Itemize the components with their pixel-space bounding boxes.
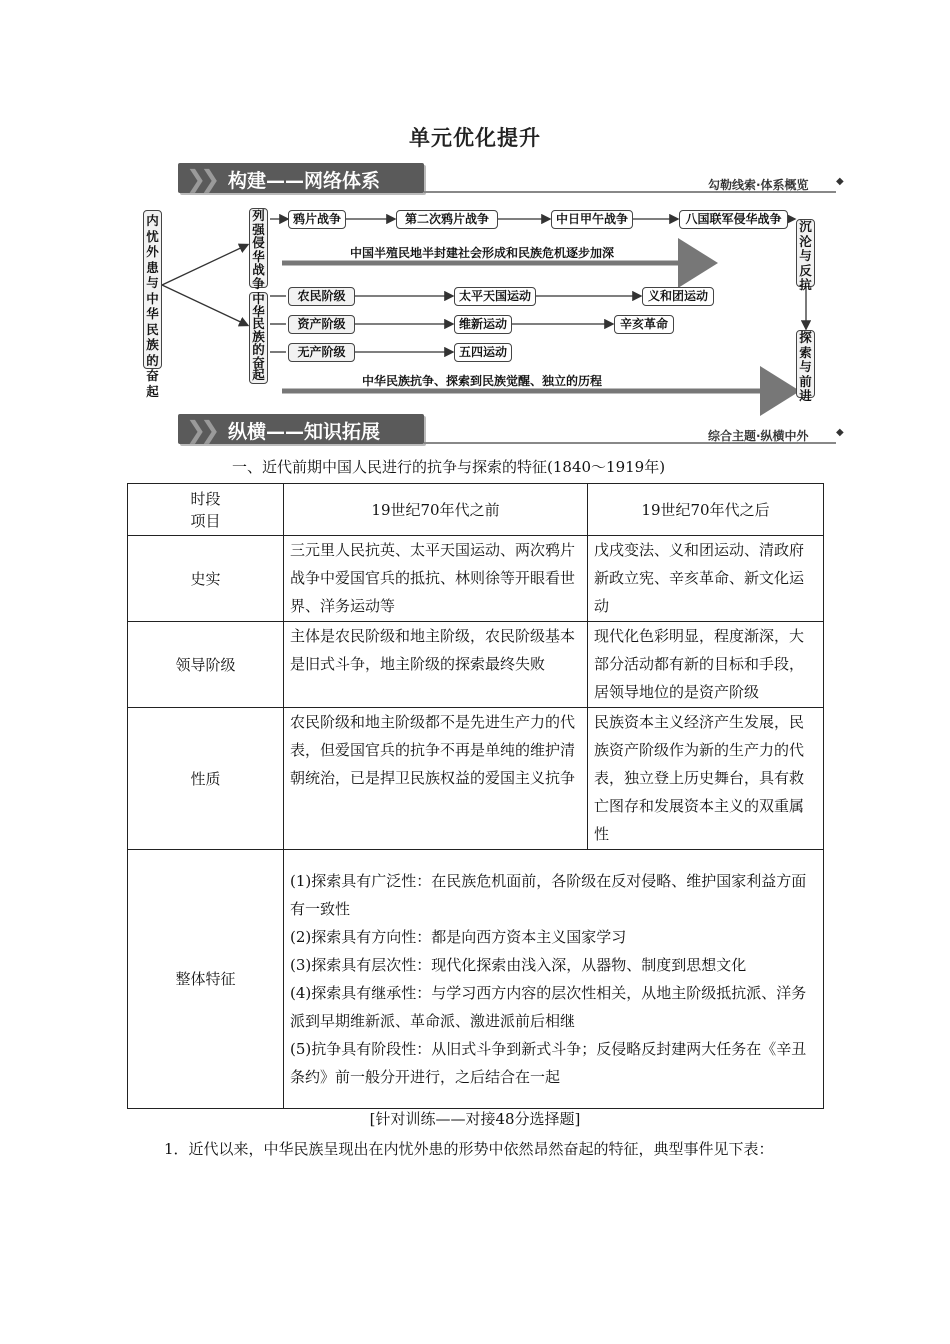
root-node: 内忧外患与中华民族的奋起	[143, 210, 162, 369]
table-row	[128, 708, 824, 850]
overall-features-cell	[284, 850, 824, 1109]
row-label: 整体特征	[128, 850, 284, 1109]
class-node: 无产阶级	[288, 343, 355, 362]
comparison-table	[127, 483, 824, 1109]
column-header-after: 19世纪70年代之后	[588, 484, 824, 536]
cell-before: 三元里人民抗英、太平天国运动、两次鸦片战争中爱国官兵的抵抗、林则徐等开眼看世界、洋务运动等	[284, 536, 588, 622]
page-title: 单元优化提升	[409, 126, 541, 150]
right-node-progress: 探索与前进	[796, 330, 815, 398]
column-header-before: 19世纪70年代之前	[284, 484, 588, 536]
knowledge-network-diagram	[0, 0, 950, 420]
table-row	[128, 622, 824, 708]
cell-after: 现代化色彩明显，程度渐深，大部分活动都有新的目标和手段，居领导地位的是资产阶级	[588, 622, 824, 708]
table-corner-cell	[128, 484, 284, 536]
diamond-icon: ◆	[836, 427, 844, 438]
cell-before: 主体是农民阶级和地主阶级，农民阶级基本是旧式斗争，地主阶级的探索最终失败	[284, 622, 588, 708]
feature-point: (3)探索具有层次性：现代化探索由浅入深，从器物、制度到思想文化	[290, 956, 747, 974]
corner-top-label: 时段	[190, 489, 221, 508]
flow-caption-crisis: 中国半殖民地半封建社会形成和民族危机逐步加深	[350, 246, 615, 260]
war-node: 第二次鸦片战争	[396, 210, 498, 229]
question-1: 1．近代以来，中华民族呈现出在内忧外患的形势中依然昂然奋起的特征，典型事件见下表：	[164, 1140, 774, 1158]
corner-bottom-label: 项目	[190, 511, 221, 530]
feature-point: (5)抗争具有阶段性：从旧式斗争到新式斗争；反侵略反封建两大任务在《辛丑条约》前一般分开进行，之后结合在一起	[290, 1040, 807, 1086]
double-chevron-icon: ❯❯	[186, 165, 215, 193]
section-heading: 一、近代前期中国人民进行的抗争与探索的特征(1840～1919年)	[232, 458, 666, 476]
cell-after: 民族资本主义经济产生发展，民族资产阶级作为新的生产力的代表，独立登上历史舞台，具有救亡图存和发展资本主义的双重属性	[588, 708, 824, 850]
diamond-icon: ◆	[836, 176, 844, 187]
flow-caption-awakening: 中华民族抗争、探索到民族觉醒、独立的历程	[362, 374, 603, 388]
event-node: 维新运动	[454, 315, 512, 334]
row-label: 领导阶级	[128, 622, 284, 708]
table-header-row	[128, 484, 824, 536]
branch-rise-node: 中华民族的奋起	[249, 292, 268, 384]
section-banner-expansion	[178, 414, 424, 444]
double-chevron-icon: ❯❯	[186, 416, 215, 444]
banner-subtitle: 综合主题·纵横中外	[708, 429, 809, 443]
war-node: 八国联军侵华战争	[679, 210, 788, 229]
class-node: 资产阶级	[288, 315, 355, 334]
event-node: 义和团运动	[642, 287, 714, 306]
event-node: 辛亥革命	[614, 315, 674, 334]
banner-label: 纵横——知识拓展	[228, 421, 381, 443]
cell-before: 农民阶级和地主阶级都不是先进生产力的代表，但爱国官兵的抗争不再是单纯的维护清朝统治，已是捍卫民族权益的爱国主义抗争	[284, 708, 588, 850]
war-node: 中日甲午战争	[551, 210, 633, 229]
branch-aggression-node: 列强侵华战争	[249, 208, 268, 288]
class-node: 农民阶级	[288, 287, 355, 306]
drill-label: [针对训练——对接48分选择题]	[369, 1110, 581, 1128]
table-row	[128, 536, 824, 622]
feature-point: (2)探索具有方向性：都是向西方资本主义国家学习	[290, 928, 627, 946]
banner-subtitle: 勾勒线索·体系概览	[708, 178, 809, 192]
cell-after: 戊戌变法、义和团运动、清政府新政立宪、辛亥革命、新文化运动	[588, 536, 824, 622]
right-node-decline: 沉沦与反抗	[796, 219, 815, 287]
feature-point: (4)探索具有继承性：与学习西方内容的层次性相关，从地主阶级抵抗派、洋务派到早期维新派、革命派、激进派前后相继	[290, 984, 807, 1030]
event-node: 五四运动	[454, 343, 512, 362]
war-node: 鸦片战争	[288, 210, 346, 229]
row-label: 性质	[128, 708, 284, 850]
row-label: 史实	[128, 536, 284, 622]
table-row	[128, 850, 824, 1109]
event-node: 太平天国运动	[454, 287, 536, 306]
banner-label: 构建——网络体系	[228, 170, 381, 192]
feature-point: (1)探索具有广泛性：在民族危机面前，各阶级在反对侵略、维护国家利益方面有一致性	[290, 872, 807, 918]
